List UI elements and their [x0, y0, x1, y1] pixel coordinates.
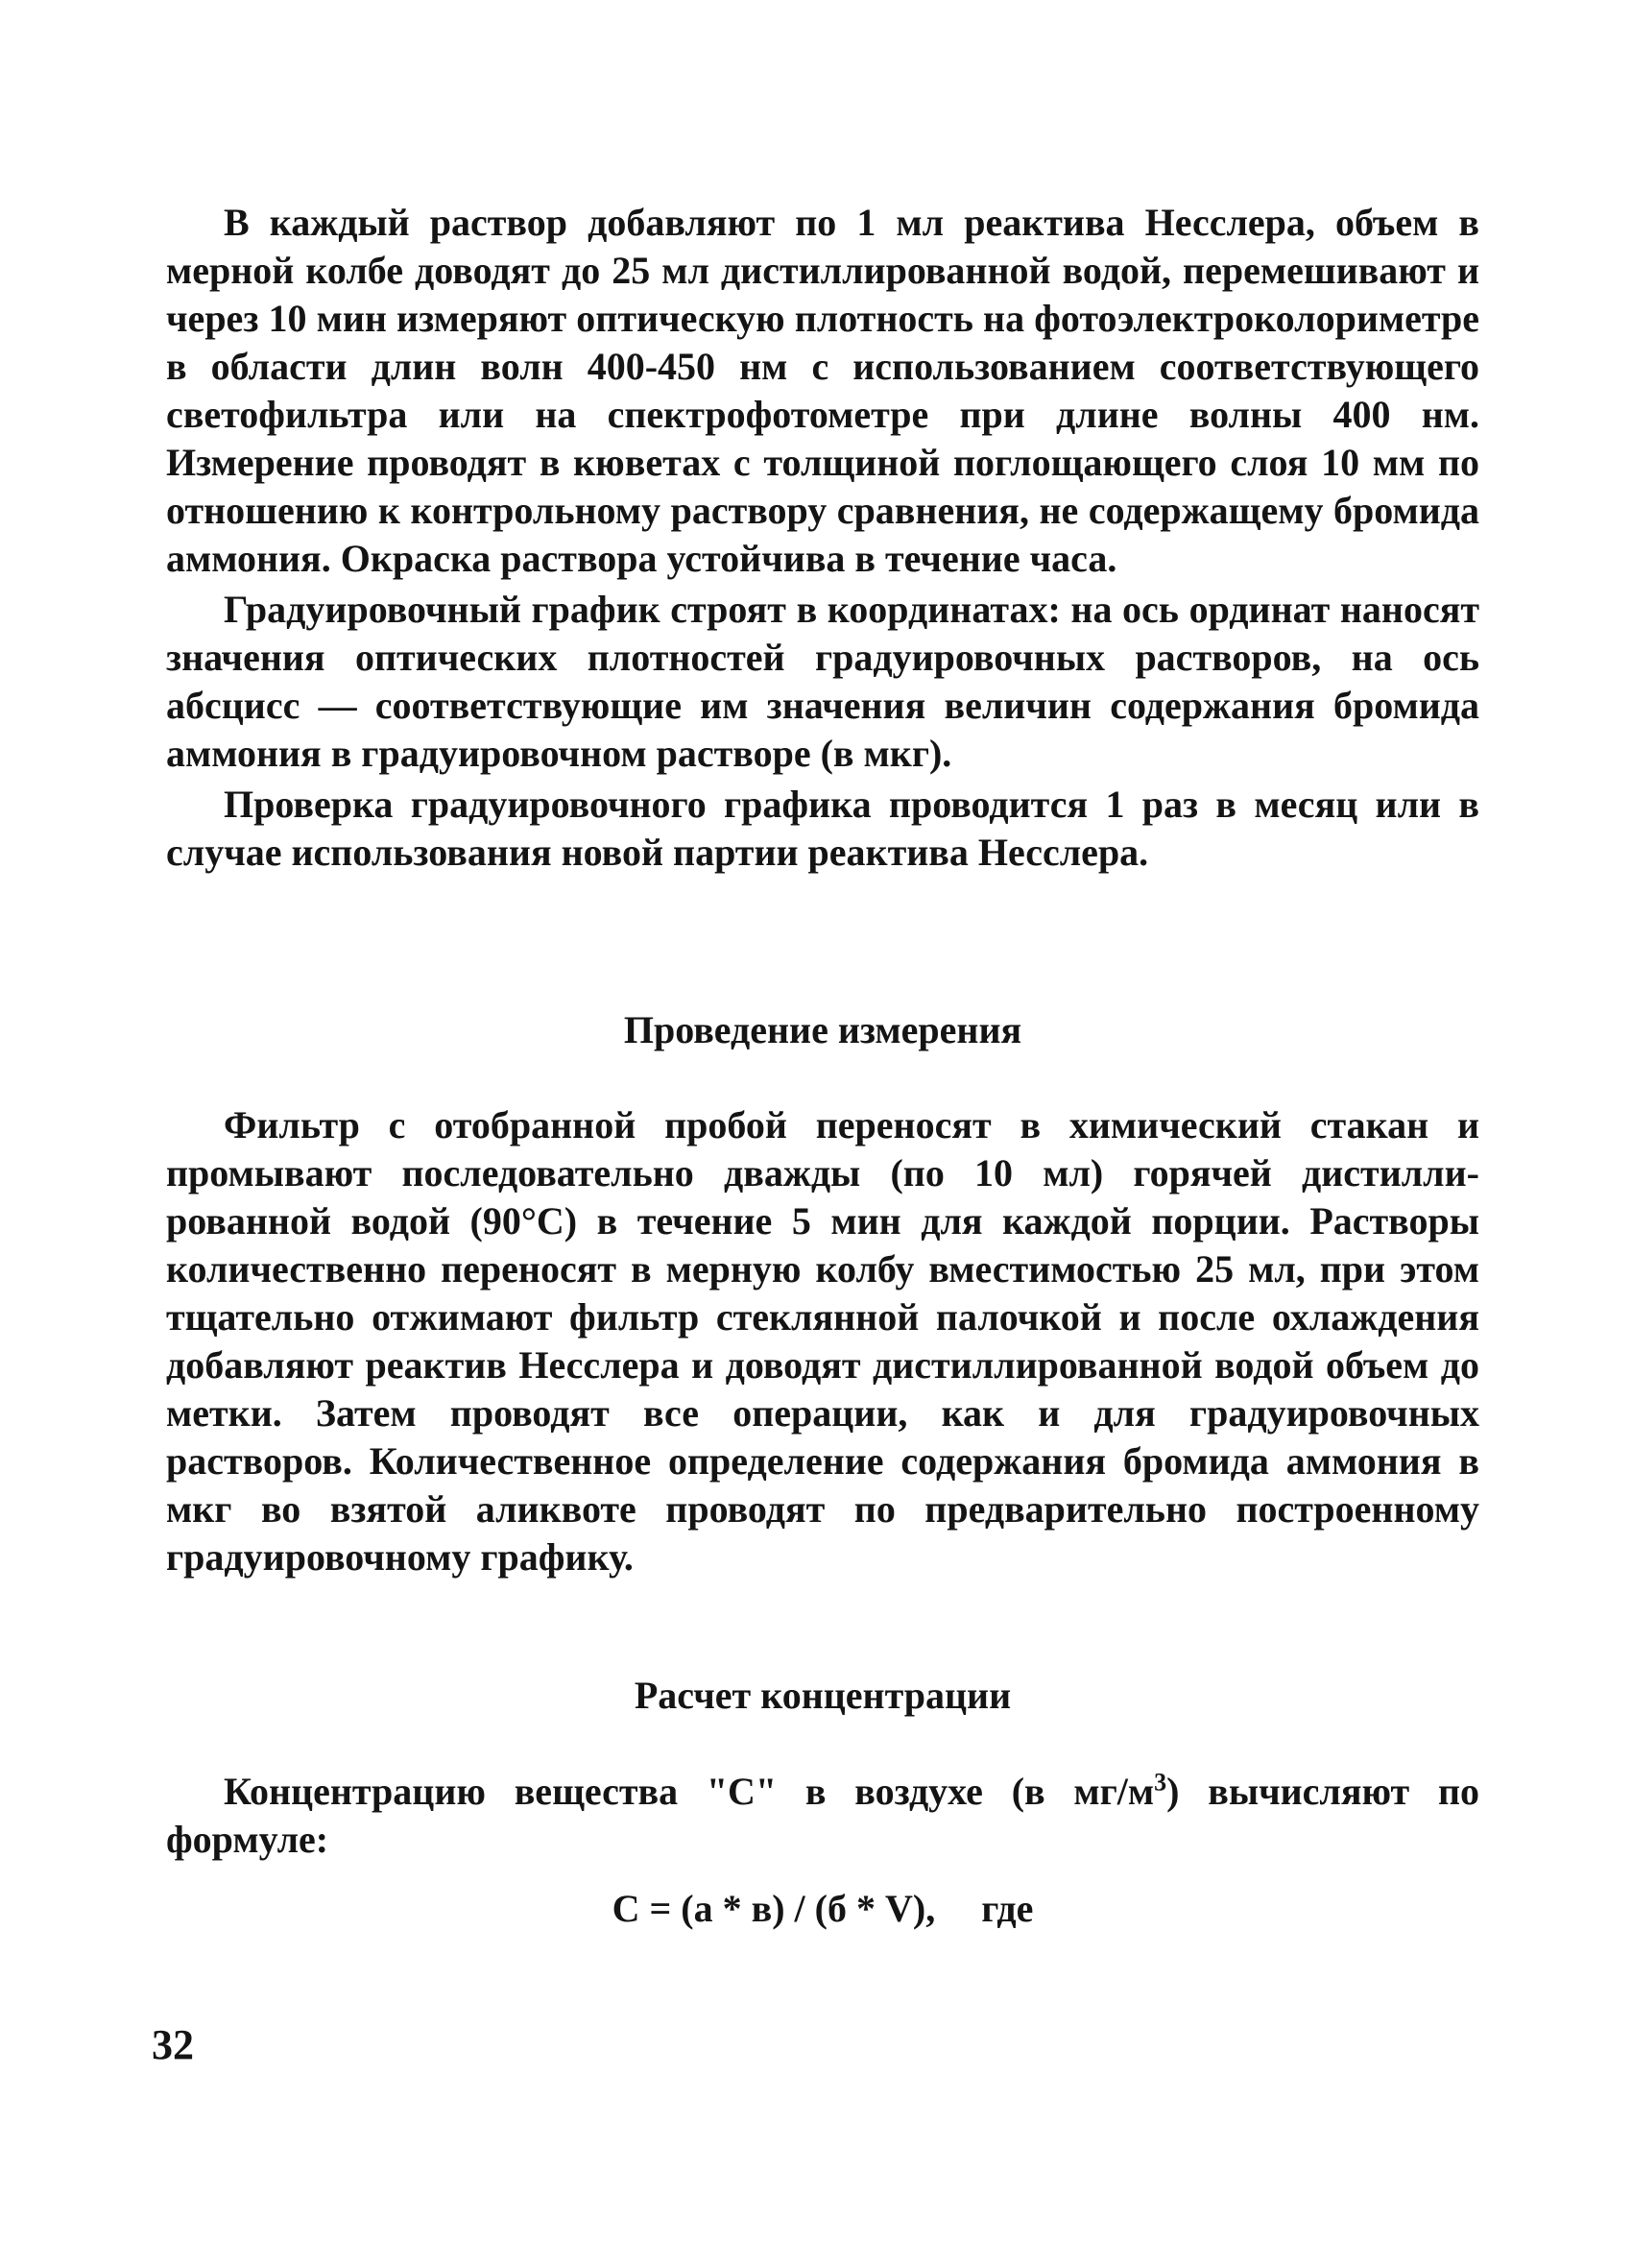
paragraph-measurement-procedure: Фильтр с отобранной пробой переносят в химический стакан и промывают последовательно дважды (по 10 мл) горячей дистиллированной водой (90°С) в течение 5 мин для каждой порции. Растворы количественно переносят в мерную колбу вместимостью 25 мл, при этом тщательно отжимают фильтр стеклянной палочкой и после охлаждения добавляют реактив Несслера и доводят дистиллированной водой объем до метки. Затем проводят все операции, как и для градуировочных растворов. Количественное определение содержания бромида аммония в мкг во взятой аликвоте проводят по предварительно построенному градуировочному графику. [166, 1103, 1479, 1579]
formula-intro-after: ) вычисляют по формуле: [166, 1770, 1480, 1861]
calculation-section [166, 1768, 1479, 1864]
formula-expression: С = (а * в) / (б * V), [612, 1887, 936, 1930]
formula-where: где [981, 1887, 1034, 1930]
concentration-formula [166, 1885, 1479, 1933]
formula-intro-superscript: 3 [1154, 1768, 1167, 1797]
paragraph-nessler-addition: В каждый раствор добавляют по 1 мл реактива Несслера, объем в мерной колбе доводят до 25 мл дистиллированной водой, перемешивают и через 10 мин измеряют оптическую плотность на фотоэлектроколориметре в области длин волн 400-450 нм с использованием соответствующего светофильтра или на спектрофотометре при длине волны 400 нм. Измерение проводят в кюветах с толщиной поглощающего слоя 10 мм по отношению к контрольному раствору сравнения, не содержащему бромида аммония. Окраска раствора устойчива в течение часа. [166, 201, 1479, 580]
paragraph-formula-intro [166, 1768, 1479, 1864]
paragraph-calibration-graph: Градуировочный график строят в координатах: на ось ординат наносят значения оптических плотностей градуировочных растворов, на ось абсцисс — соответствующие им значения величин содержания бромида аммония в градуировочном растворе (в мкг). [166, 588, 1479, 775]
formula-intro-before: Концентрацию вещества "С" в воздухе (в мг/м [224, 1770, 1155, 1813]
measurement-section [166, 1101, 1479, 1581]
preparation-section [166, 199, 1479, 877]
heading-calculation: Расчет концентрации [634, 1674, 1012, 1717]
paragraph-graph-check: Проверка градуировочного графика проводится 1 раз в месяц или в случае использования новой партии реактива Несслера. [166, 783, 1479, 874]
page-number: 32 [152, 2021, 194, 2068]
heading-measurement: Проведение измерения [623, 1008, 1022, 1051]
